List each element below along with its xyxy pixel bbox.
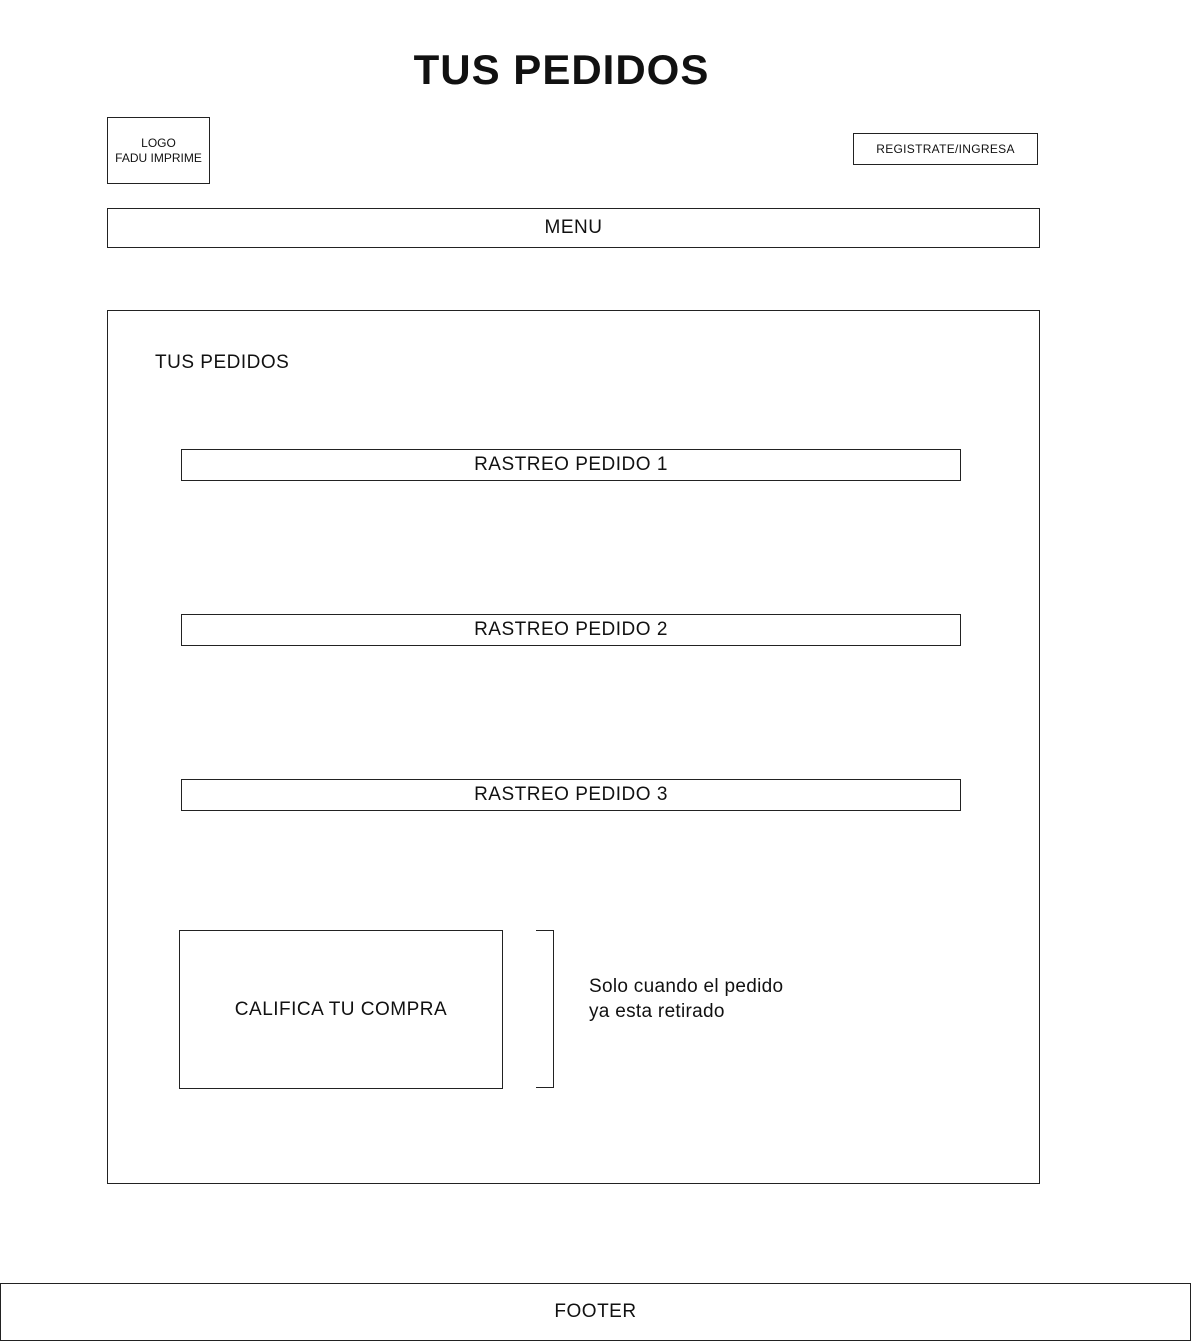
track-order-1-button[interactable]: RASTREO PEDIDO 1 — [181, 449, 961, 481]
logo-line-1: LOGO — [141, 135, 176, 150]
annotation-bracket — [536, 930, 554, 1088]
section-title: TUS PEDIDOS — [155, 352, 290, 373]
annotation-note — [589, 974, 783, 1024]
logo-line-2: FADU IMPRIME — [115, 150, 202, 165]
page-title: TUS PEDIDOS — [413, 46, 710, 93]
track-order-3-button[interactable]: RASTREO PEDIDO 3 — [181, 779, 961, 811]
orders-panel — [107, 310, 1040, 1184]
track-order-2-button[interactable]: RASTREO PEDIDO 2 — [181, 614, 961, 646]
annotation-note-line-2: ya esta retirado — [589, 1001, 725, 1022]
register-login-button[interactable]: REGISTRATE/INGRESA — [853, 133, 1038, 165]
footer: FOOTER — [0, 1283, 1191, 1341]
menu-bar[interactable]: MENU — [107, 208, 1040, 248]
logo[interactable] — [107, 117, 210, 184]
annotation-note-line-1: Solo cuando el pedido — [589, 976, 784, 997]
rate-purchase-button[interactable]: CALIFICA TU COMPRA — [179, 930, 503, 1089]
